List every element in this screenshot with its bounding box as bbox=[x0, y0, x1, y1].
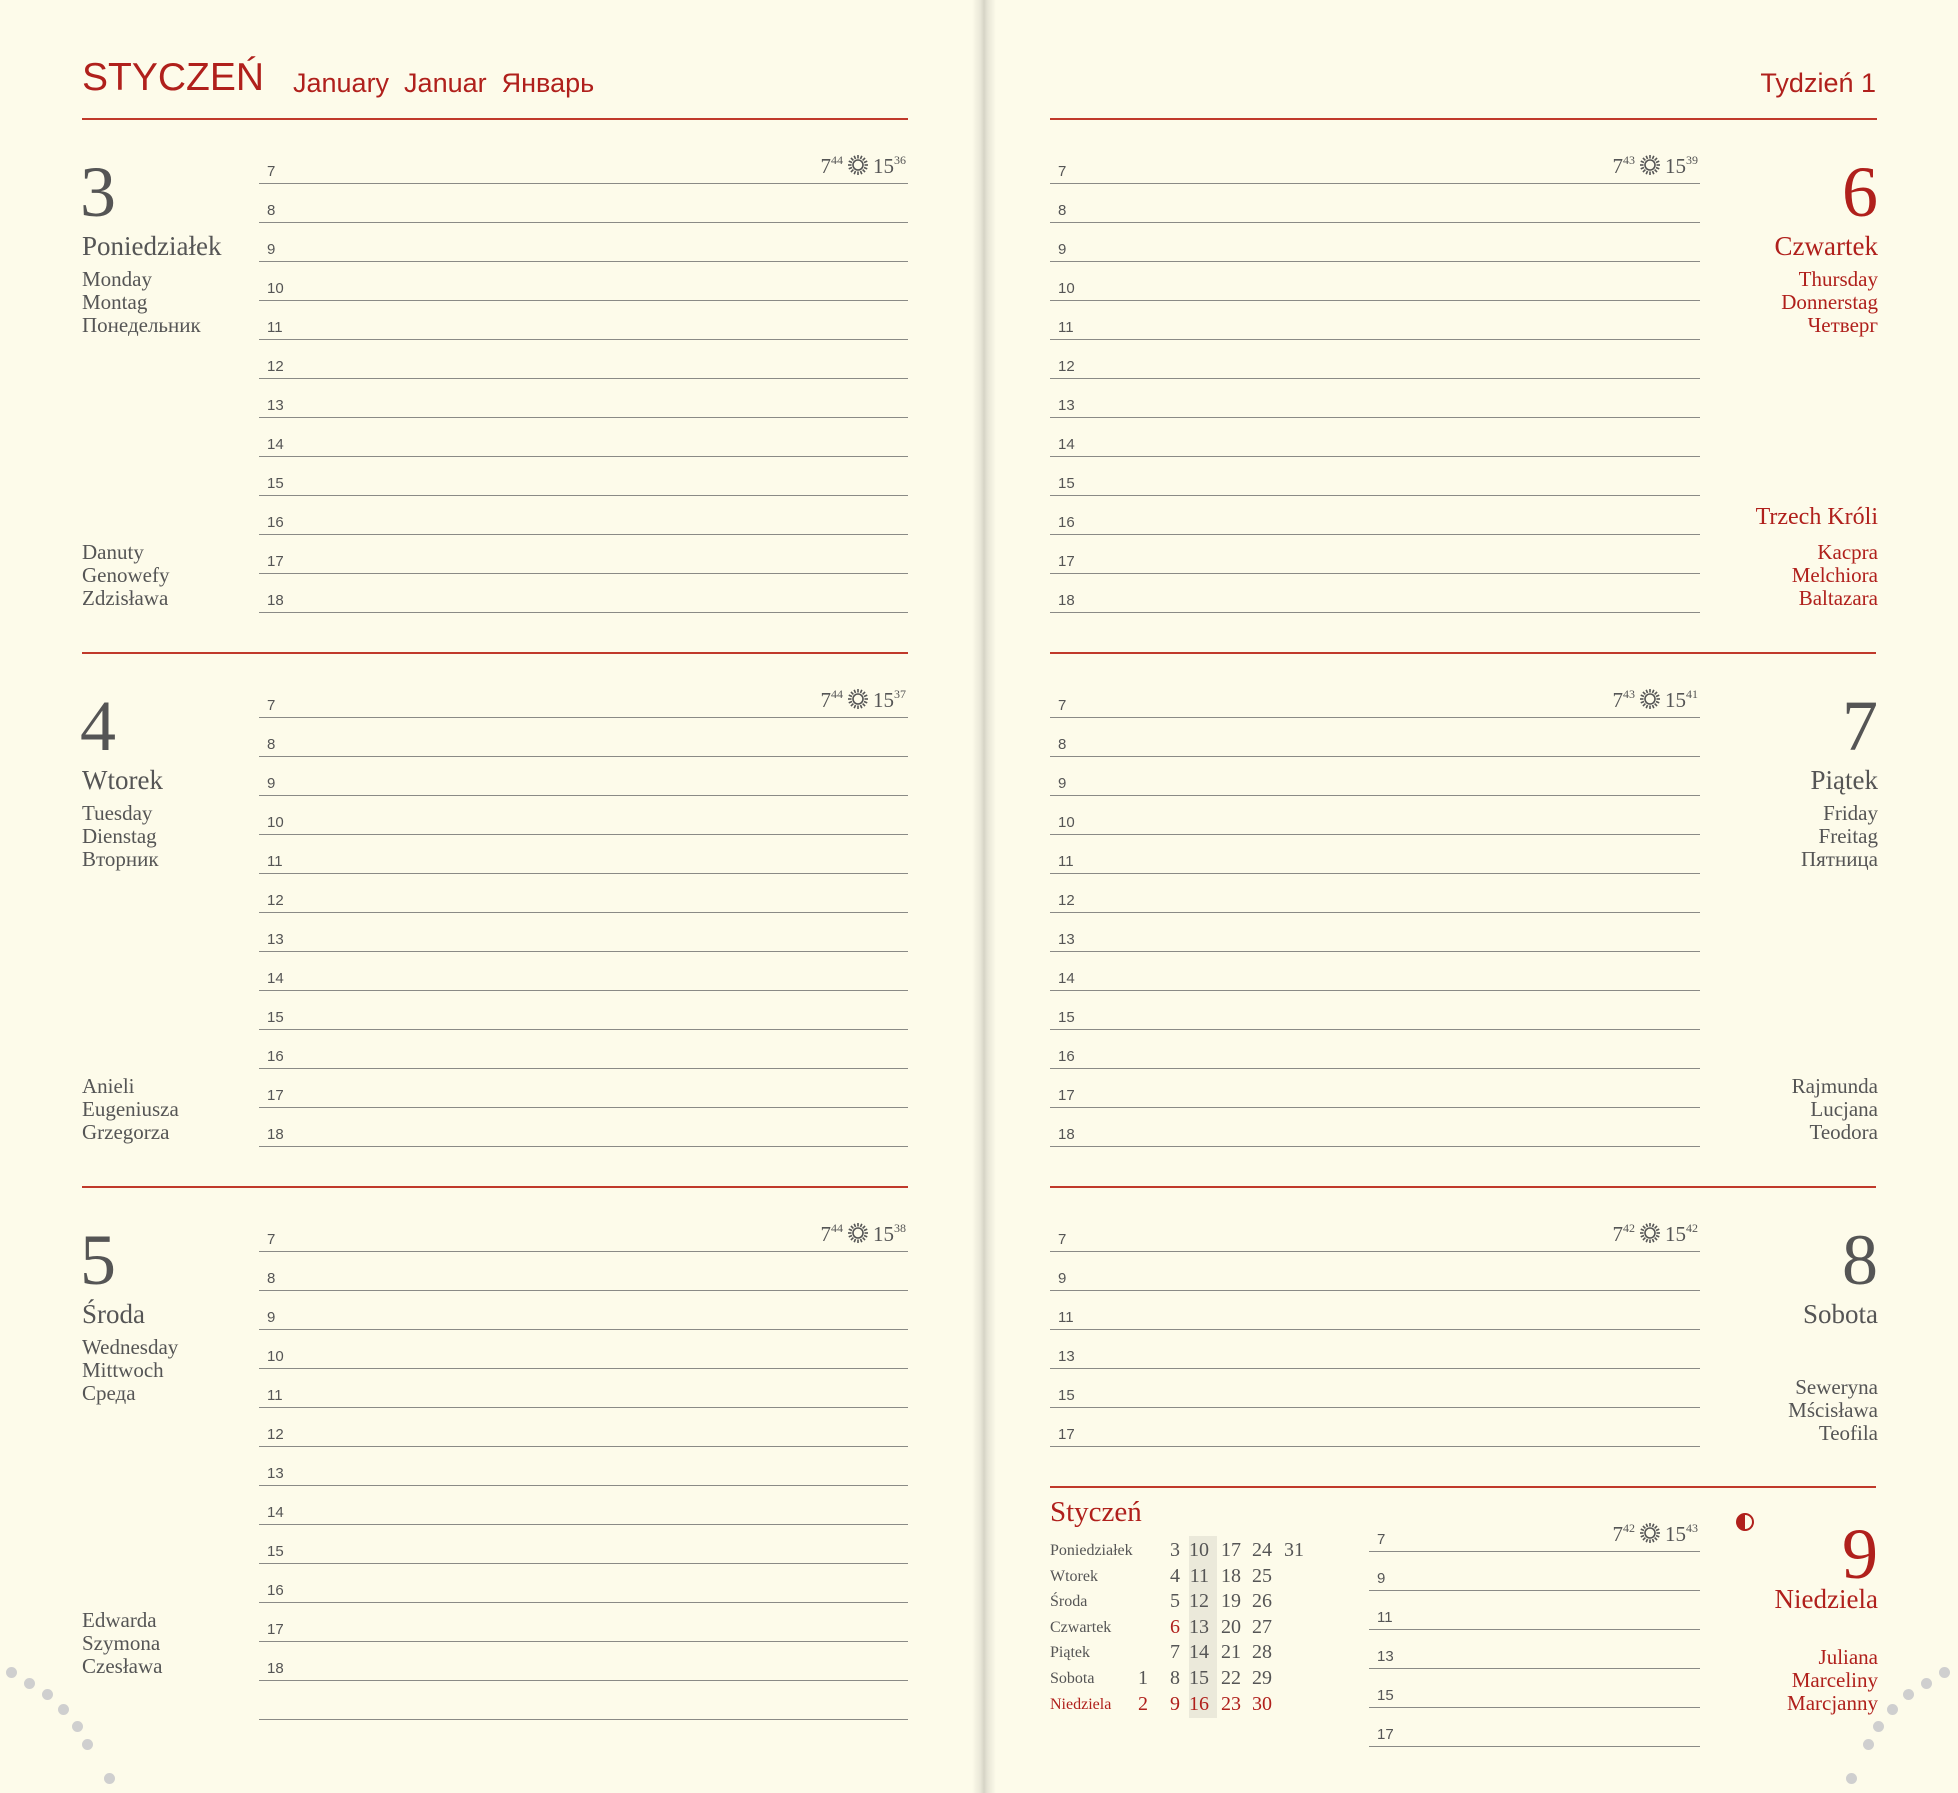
section-rule bbox=[82, 1186, 908, 1188]
day-translation: Montag bbox=[82, 290, 148, 314]
hour-label: 10 bbox=[267, 1348, 284, 1365]
hour-label: 7 bbox=[1058, 163, 1067, 180]
hour-label: 11 bbox=[1058, 1309, 1074, 1326]
hour-label: 8 bbox=[1058, 202, 1067, 219]
sunset-hour: 15 bbox=[1665, 1522, 1686, 1546]
hour-line bbox=[1050, 795, 1700, 796]
name-day: Grzegorza bbox=[82, 1120, 170, 1144]
name-day: Mścisława bbox=[1788, 1398, 1878, 1422]
hour-label: 13 bbox=[267, 931, 284, 948]
name-day: Melchiora bbox=[1791, 563, 1878, 587]
hour-line bbox=[259, 795, 908, 796]
mini-calendar-date: 29 bbox=[1252, 1667, 1272, 1689]
hour-label: 10 bbox=[1058, 280, 1075, 297]
day-number: 6 bbox=[1842, 152, 1878, 232]
hour-line bbox=[1050, 756, 1700, 757]
hour-line bbox=[259, 1029, 908, 1030]
hour-label: 7 bbox=[267, 1231, 276, 1248]
hour-label: 15 bbox=[1058, 1009, 1075, 1026]
hour-label: 13 bbox=[1058, 931, 1075, 948]
hour-line bbox=[1050, 339, 1700, 340]
hour-label: 16 bbox=[267, 514, 284, 531]
day-name: Czwartek bbox=[1774, 231, 1878, 261]
day-translation: Среда bbox=[82, 1381, 136, 1405]
hour-line bbox=[1050, 495, 1700, 496]
hour-line bbox=[259, 1485, 908, 1486]
hour-line bbox=[1050, 1251, 1700, 1252]
header-rule-right bbox=[1050, 118, 1877, 120]
day-number: 5 bbox=[80, 1220, 116, 1300]
hour-label: 11 bbox=[1058, 319, 1074, 336]
hour-label: 18 bbox=[267, 1126, 284, 1143]
hour-label: 16 bbox=[267, 1048, 284, 1065]
hour-line bbox=[1050, 612, 1700, 613]
hour-label: 18 bbox=[1058, 592, 1075, 609]
hour-label: 18 bbox=[1058, 1126, 1075, 1143]
name-day: Edwarda bbox=[82, 1608, 157, 1632]
hour-line bbox=[259, 1251, 908, 1252]
week-label: Tydzień 1 bbox=[1760, 68, 1876, 98]
name-day: Teodora bbox=[1809, 1120, 1878, 1144]
sunset-hour: 15 bbox=[873, 1222, 894, 1246]
holiday-label: Trzech Króli bbox=[1755, 504, 1878, 530]
hour-label: 9 bbox=[1058, 1270, 1067, 1287]
sunset-minutes: 36 bbox=[894, 153, 906, 167]
hour-line bbox=[259, 1107, 908, 1108]
mini-calendar-weekday: Niedziela bbox=[1050, 1695, 1112, 1713]
hour-line bbox=[1050, 1290, 1700, 1291]
mini-calendar-date: 8 bbox=[1170, 1667, 1180, 1689]
hour-label: 7 bbox=[267, 163, 276, 180]
section-rule bbox=[1050, 1186, 1876, 1188]
hour-line bbox=[259, 534, 908, 535]
mini-calendar-date: 10 bbox=[1189, 1539, 1209, 1561]
day-number: 4 bbox=[80, 686, 116, 766]
sun-times bbox=[1613, 688, 1699, 711]
hour-line bbox=[1050, 378, 1700, 379]
mini-calendar-date: 23 bbox=[1221, 1692, 1241, 1715]
mini-calendar-weekday: Piątek bbox=[1050, 1644, 1090, 1662]
name-day: Eugeniusza bbox=[82, 1097, 179, 1121]
hour-line bbox=[1050, 1446, 1700, 1447]
hour-line bbox=[259, 456, 908, 457]
hour-line bbox=[1050, 261, 1700, 262]
day-name: Niedziela bbox=[1774, 1584, 1878, 1614]
mini-calendar-weekday: Poniedziałek bbox=[1050, 1542, 1133, 1559]
day-translation: Monday bbox=[82, 267, 152, 291]
day-name: Poniedziałek bbox=[82, 231, 222, 261]
hour-label: 13 bbox=[267, 397, 284, 414]
hour-line bbox=[259, 1407, 908, 1408]
name-day: Danuty bbox=[82, 540, 144, 564]
hour-label: 10 bbox=[267, 814, 284, 831]
hour-line bbox=[259, 222, 908, 223]
day-translation: Mittwoch bbox=[82, 1358, 164, 1382]
hour-label: 12 bbox=[267, 1426, 284, 1443]
hour-line bbox=[259, 183, 908, 184]
hour-label: 7 bbox=[1377, 1531, 1386, 1548]
hour-label: 17 bbox=[267, 1087, 284, 1104]
hour-line bbox=[259, 261, 908, 262]
hour-line bbox=[1050, 1368, 1700, 1369]
hour-label: 10 bbox=[1058, 814, 1075, 831]
mini-calendar-weekday: Wtorek bbox=[1050, 1567, 1098, 1585]
sunrise-hour: 7 bbox=[1612, 154, 1623, 178]
month-title: STYCZEŃ bbox=[82, 56, 265, 99]
hour-line bbox=[259, 417, 908, 418]
sunrise-minutes: 44 bbox=[831, 687, 843, 701]
mini-calendar-date: 21 bbox=[1221, 1641, 1241, 1664]
hour-line bbox=[259, 1602, 908, 1603]
month-translations: January Januar Январь bbox=[293, 68, 595, 98]
day-translation: Freitag bbox=[1818, 824, 1878, 848]
mini-calendar-date: 30 bbox=[1252, 1692, 1272, 1715]
sunrise-minutes: 44 bbox=[831, 153, 843, 167]
mini-calendar-date: 6 bbox=[1170, 1615, 1180, 1638]
hour-label: 8 bbox=[267, 1270, 276, 1287]
sunrise-hour: 7 bbox=[820, 688, 831, 712]
sunset-minutes: 37 bbox=[894, 687, 906, 701]
mini-calendar-weekday: Sobota bbox=[1050, 1670, 1095, 1687]
hour-label: 7 bbox=[267, 697, 276, 714]
hour-label: 13 bbox=[1377, 1648, 1394, 1665]
hour-label: 11 bbox=[1377, 1609, 1393, 1626]
sunset-hour: 15 bbox=[873, 688, 894, 712]
sunset-minutes: 38 bbox=[894, 1221, 906, 1235]
sunrise-minutes: 42 bbox=[1623, 1221, 1635, 1235]
hour-label: 14 bbox=[267, 436, 284, 453]
hour-line bbox=[1050, 912, 1700, 913]
sun-icon bbox=[1639, 1522, 1661, 1544]
hour-line bbox=[259, 339, 908, 340]
mini-calendar-date: 7 bbox=[1170, 1641, 1180, 1664]
name-day: Seweryna bbox=[1795, 1375, 1878, 1399]
hour-label: 17 bbox=[267, 553, 284, 570]
sun-icon bbox=[847, 688, 869, 710]
sunset-minutes: 43 bbox=[1686, 1521, 1698, 1535]
hour-line bbox=[259, 300, 908, 301]
hour-label: 12 bbox=[1058, 358, 1075, 375]
hour-line bbox=[259, 1446, 908, 1447]
sun-times bbox=[821, 154, 907, 177]
mini-calendar-weekday: Środa bbox=[1050, 1593, 1088, 1611]
hour-label: 15 bbox=[267, 475, 284, 492]
hour-label: 13 bbox=[1058, 1348, 1075, 1365]
mini-calendar-date: 28 bbox=[1252, 1641, 1272, 1664]
hour-label: 12 bbox=[267, 892, 284, 909]
name-day: Genowefy bbox=[82, 563, 170, 587]
hour-label: 17 bbox=[267, 1621, 284, 1638]
hour-line bbox=[1050, 990, 1700, 991]
hour-label: 12 bbox=[1058, 892, 1075, 909]
hour-label: 13 bbox=[1058, 397, 1075, 414]
hour-line bbox=[1050, 222, 1700, 223]
hour-line bbox=[259, 1680, 908, 1681]
mini-calendar-date: 5 bbox=[1170, 1590, 1180, 1613]
hour-label: 14 bbox=[1058, 436, 1075, 453]
name-day: Szymona bbox=[82, 1631, 161, 1655]
sun-times bbox=[821, 1222, 907, 1245]
day-number: 8 bbox=[1842, 1220, 1878, 1300]
hour-line bbox=[1050, 717, 1700, 718]
hour-label: 9 bbox=[267, 241, 276, 258]
sunrise-minutes: 43 bbox=[1623, 687, 1635, 701]
hour-label: 9 bbox=[1377, 1570, 1386, 1587]
name-day: Marcjanny bbox=[1787, 1691, 1878, 1715]
sunset-hour: 15 bbox=[1665, 154, 1686, 178]
mini-calendar-date: 14 bbox=[1189, 1641, 1209, 1664]
hour-label: 14 bbox=[1058, 970, 1075, 987]
hour-label: 13 bbox=[267, 1465, 284, 1482]
hour-label: 15 bbox=[267, 1543, 284, 1560]
mini-calendar-date: 15 bbox=[1189, 1667, 1209, 1689]
hour-line bbox=[259, 1068, 908, 1069]
hour-line bbox=[1050, 417, 1700, 418]
hour-line bbox=[259, 1368, 908, 1369]
sunset-minutes: 42 bbox=[1686, 1221, 1698, 1235]
hour-line bbox=[1050, 1029, 1700, 1030]
sunset-hour: 15 bbox=[873, 154, 894, 178]
hour-line bbox=[259, 1146, 908, 1147]
hour-line bbox=[1369, 1551, 1700, 1552]
day-translation: Пятница bbox=[1800, 847, 1878, 871]
hour-line bbox=[1050, 1329, 1700, 1330]
sunrise-hour: 7 bbox=[1612, 688, 1623, 712]
hour-label: 7 bbox=[1058, 1231, 1067, 1248]
mini-calendar-date: 16 bbox=[1189, 1692, 1209, 1715]
hour-label: 17 bbox=[1058, 553, 1075, 570]
hour-label: 17 bbox=[1058, 1087, 1075, 1104]
hour-line bbox=[259, 756, 908, 757]
mini-calendar-date: 18 bbox=[1221, 1564, 1241, 1587]
day-translation: Donnerstag bbox=[1781, 290, 1878, 314]
day-number: 3 bbox=[80, 152, 116, 232]
name-day: Rajmunda bbox=[1791, 1074, 1878, 1098]
hour-line bbox=[259, 717, 908, 718]
sunrise-hour: 7 bbox=[820, 1222, 831, 1246]
hour-line bbox=[1050, 873, 1700, 874]
mini-calendar-date: 11 bbox=[1189, 1564, 1209, 1587]
mini-calendar-date: 2 bbox=[1138, 1692, 1148, 1715]
sunset-minutes: 41 bbox=[1686, 687, 1698, 701]
day-name: Sobota bbox=[1802, 1299, 1878, 1329]
hour-line bbox=[259, 1719, 908, 1720]
hour-label: 11 bbox=[267, 319, 283, 336]
hour-line bbox=[259, 873, 908, 874]
page-gutter bbox=[972, 0, 996, 1793]
sun-icon bbox=[1639, 688, 1661, 710]
section-rule bbox=[1050, 1486, 1876, 1488]
name-day: Baltazara bbox=[1798, 586, 1878, 610]
hour-label: 8 bbox=[1058, 736, 1067, 753]
mini-calendar-date: 9 bbox=[1170, 1692, 1180, 1715]
hour-label: 16 bbox=[267, 1582, 284, 1599]
hour-line bbox=[1050, 183, 1700, 184]
sunrise-hour: 7 bbox=[820, 154, 831, 178]
sunset-hour: 15 bbox=[1665, 1222, 1686, 1246]
hour-label: 18 bbox=[267, 592, 284, 609]
sunrise-hour: 7 bbox=[1612, 1522, 1623, 1546]
hour-label: 8 bbox=[267, 202, 276, 219]
mini-calendar-date: 12 bbox=[1189, 1590, 1209, 1613]
hour-line bbox=[259, 1329, 908, 1330]
hour-label: 7 bbox=[1058, 697, 1067, 714]
hour-line bbox=[259, 912, 908, 913]
hour-line bbox=[259, 1290, 908, 1291]
day-translation: Вторник bbox=[82, 847, 159, 871]
mini-calendar-date: 26 bbox=[1252, 1590, 1272, 1613]
hour-line bbox=[259, 1641, 908, 1642]
hour-label: 15 bbox=[1058, 1387, 1075, 1404]
hour-label: 12 bbox=[267, 358, 284, 375]
day-translation: Thursday bbox=[1798, 267, 1878, 291]
sun-times bbox=[1613, 154, 1699, 177]
hour-label: 11 bbox=[267, 1387, 283, 1404]
day-number: 7 bbox=[1842, 686, 1878, 766]
name-day: Marceliny bbox=[1791, 1668, 1878, 1692]
day-translation: Четверг bbox=[1807, 313, 1878, 337]
sunrise-hour: 7 bbox=[1612, 1222, 1623, 1246]
day-name: Wtorek bbox=[82, 765, 163, 795]
day-number: 9 bbox=[1842, 1514, 1878, 1594]
sun-times bbox=[821, 688, 907, 711]
sunrise-minutes: 43 bbox=[1623, 153, 1635, 167]
mini-calendar-date: 3 bbox=[1170, 1539, 1180, 1561]
name-day: Lucjana bbox=[1810, 1097, 1878, 1121]
hour-line bbox=[1369, 1629, 1700, 1630]
hour-line bbox=[259, 495, 908, 496]
hour-label: 9 bbox=[1058, 775, 1067, 792]
hour-line bbox=[1050, 951, 1700, 952]
hour-line bbox=[1050, 1146, 1700, 1147]
hour-label: 9 bbox=[267, 1309, 276, 1326]
mini-calendar-date: 27 bbox=[1252, 1615, 1272, 1638]
sun-icon bbox=[1639, 1222, 1661, 1244]
hour-label: 14 bbox=[267, 970, 284, 987]
mini-calendar-date: 24 bbox=[1252, 1539, 1272, 1561]
mini-calendar-title: Styczeń bbox=[1050, 1496, 1142, 1528]
sunrise-minutes: 42 bbox=[1623, 1521, 1635, 1535]
section-rule bbox=[1050, 652, 1876, 654]
mini-calendar-date: 19 bbox=[1221, 1590, 1241, 1613]
mini-calendar-date: 17 bbox=[1221, 1539, 1241, 1561]
hour-label: 15 bbox=[267, 1009, 284, 1026]
day-translation: Dienstag bbox=[82, 824, 157, 848]
hour-line bbox=[259, 612, 908, 613]
hour-label: 15 bbox=[1377, 1687, 1394, 1704]
hour-label: 8 bbox=[267, 736, 276, 753]
sunset-hour: 15 bbox=[1665, 688, 1686, 712]
hour-label: 15 bbox=[1058, 475, 1075, 492]
day-translation: Понедельник bbox=[82, 313, 201, 337]
day-name: Piątek bbox=[1810, 765, 1878, 795]
day-translation: Friday bbox=[1823, 801, 1878, 825]
hour-line bbox=[259, 378, 908, 379]
hour-label: 11 bbox=[1058, 853, 1074, 870]
hour-label: 9 bbox=[1058, 241, 1067, 258]
header-rule-left bbox=[82, 118, 908, 120]
hour-line bbox=[259, 990, 908, 991]
mini-calendar-weekday: Czwartek bbox=[1050, 1618, 1112, 1636]
hour-line bbox=[1369, 1746, 1700, 1747]
hour-label: 17 bbox=[1377, 1726, 1394, 1743]
sun-times bbox=[1613, 1222, 1699, 1245]
name-day: Juliana bbox=[1818, 1645, 1878, 1669]
hour-line bbox=[259, 1563, 908, 1564]
hour-label: 18 bbox=[267, 1660, 284, 1677]
mini-calendar-date: 31 bbox=[1284, 1539, 1304, 1561]
hour-line bbox=[259, 951, 908, 952]
day-translation: Wednesday bbox=[82, 1335, 179, 1359]
sun-icon bbox=[847, 1222, 869, 1244]
name-day: Anieli bbox=[82, 1074, 135, 1098]
hour-label: 16 bbox=[1058, 514, 1075, 531]
day-name: Środa bbox=[82, 1299, 145, 1329]
hour-label: 14 bbox=[267, 1504, 284, 1521]
day-translation: Tuesday bbox=[82, 801, 153, 825]
hour-label: 16 bbox=[1058, 1048, 1075, 1065]
sun-times bbox=[1613, 1522, 1699, 1545]
sun-icon bbox=[847, 154, 869, 176]
hour-line bbox=[1050, 456, 1700, 457]
mini-calendar-date: 25 bbox=[1252, 1564, 1272, 1587]
sun-icon bbox=[1639, 154, 1661, 176]
mini-calendar-date: 13 bbox=[1189, 1615, 1209, 1638]
hour-line bbox=[259, 573, 908, 574]
hour-label: 11 bbox=[267, 853, 283, 870]
hour-label: 10 bbox=[267, 280, 284, 297]
name-day: Teofila bbox=[1818, 1421, 1878, 1445]
section-rule bbox=[82, 652, 908, 654]
hour-line bbox=[1050, 534, 1700, 535]
mini-calendar-date: 20 bbox=[1221, 1615, 1241, 1638]
first-quarter-moon-icon bbox=[1735, 1512, 1755, 1537]
name-day: Kacpra bbox=[1817, 540, 1878, 564]
name-day: Zdzisława bbox=[82, 586, 169, 610]
name-day: Czesława bbox=[82, 1654, 163, 1678]
mini-calendar-date: 1 bbox=[1138, 1667, 1148, 1689]
sunrise-minutes: 44 bbox=[831, 1221, 843, 1235]
mini-calendar-date: 4 bbox=[1170, 1564, 1180, 1587]
hour-label: 9 bbox=[267, 775, 276, 792]
hour-line bbox=[259, 1524, 908, 1525]
mini-calendar-date: 22 bbox=[1221, 1667, 1241, 1689]
hour-line bbox=[259, 834, 908, 835]
sunset-minutes: 39 bbox=[1686, 153, 1698, 167]
hour-label: 17 bbox=[1058, 1426, 1075, 1443]
hour-line bbox=[1050, 1068, 1700, 1069]
